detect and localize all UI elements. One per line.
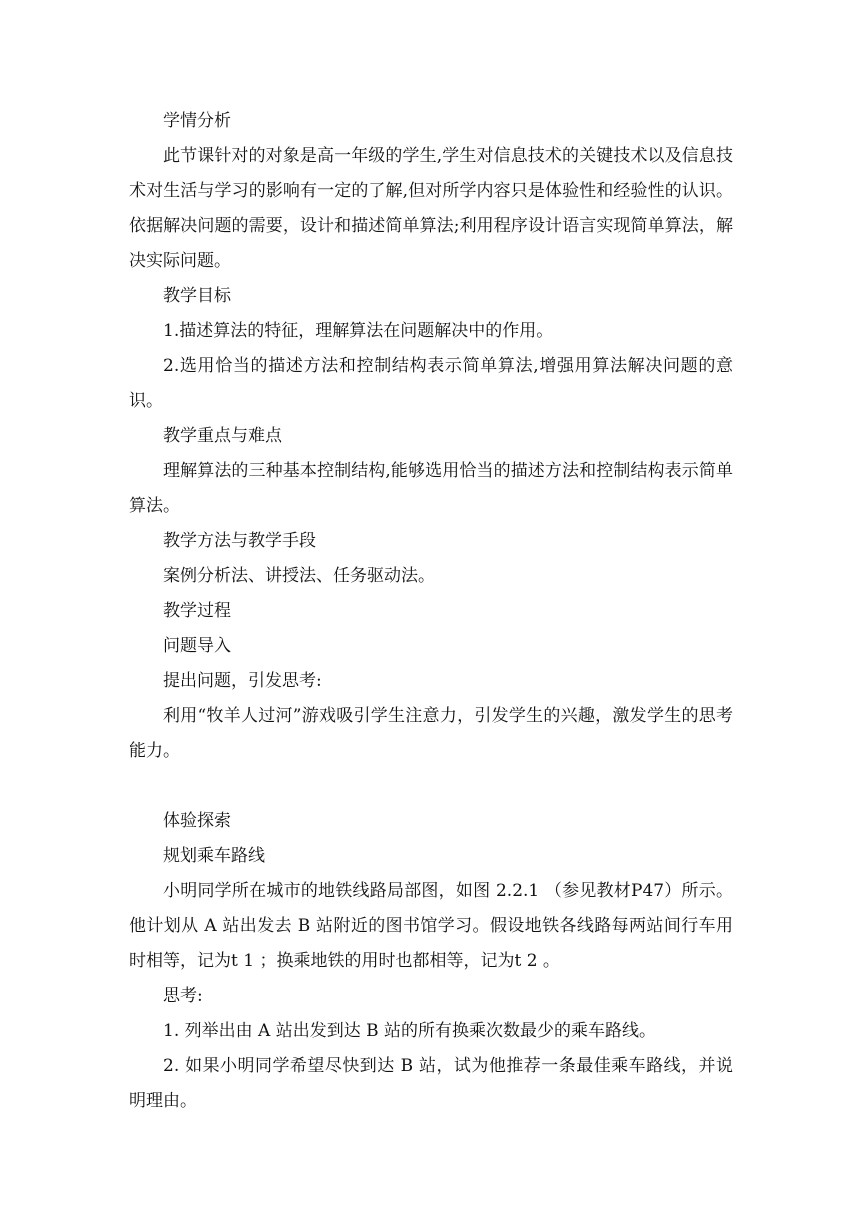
subheading-problem-intro: 问题导入 [163, 636, 231, 656]
goal-item-1: 1.描述算法的特征，理解算法在问题解决中的作用。 [163, 321, 554, 341]
paragraph-teaching-methods: 案例分析法、讲授法、任务驱动法。 [163, 566, 435, 586]
heading-learner-analysis: 学情分析 [163, 111, 231, 131]
document-page [129, 104, 733, 1119]
heading-think: 思考: [163, 986, 203, 1006]
heading-teaching-methods: 教学方法与教学手段 [163, 531, 316, 551]
question-item-2: 2. 如果小明同学希望尽快到达 B 站，试为他推荐一条最佳乘车路线，并说明理由。 [129, 1056, 733, 1111]
blank-line [129, 769, 733, 804]
paragraph-metro-scenario: 小明同学所在城市的地铁线路局部图，如图 2.2.1 （参见教材P47）所示。他计划从 A 站出发去 B 站附近的图书馆学习。假设地铁各线路每两站间行车用时相等，记为t 1 ；换乘地铁的用时也都相等，记为t 2 。 [129, 881, 733, 971]
heading-experience-explore: 体验探索 [163, 811, 231, 831]
paragraph-key-difficulties: 理解算法的三种基本控制结构,能够选用恰当的描述方法和控制结构表示简单算法。 [129, 461, 733, 516]
paragraph-raise-question: 提出问题，引发思考: [163, 671, 322, 691]
question-item-1: 1. 列举出由 A 站出发到达 B 站的所有换乘次数最少的乘车路线。 [163, 1021, 657, 1041]
subheading-route-planning: 规划乘车路线 [163, 846, 265, 866]
goal-item-2: 2.选用恰当的描述方法和控制结构表示简单算法,增强用算法解决问题的意识。 [129, 356, 733, 411]
heading-teaching-goals: 教学目标 [163, 286, 231, 306]
heading-teaching-process: 教学过程 [163, 601, 231, 621]
paragraph-learner-analysis: 此节课针对的对象是高一年级的学生,学生对信息技术的关键技术以及信息技术对生活与学习的影响有一定的了解,但对所学内容只是体验性和经验性的认识。依据解决问题的需要，设计和描述简单算法;利用程序设计语言实现简单算法，解决实际问题。 [129, 146, 733, 271]
paragraph-game-intro: 利用“牧羊人过河”游戏吸引学生注意力，引发学生的兴趣，激发学生的思考能力。 [129, 706, 733, 761]
heading-key-difficulties: 教学重点与难点 [163, 426, 282, 446]
